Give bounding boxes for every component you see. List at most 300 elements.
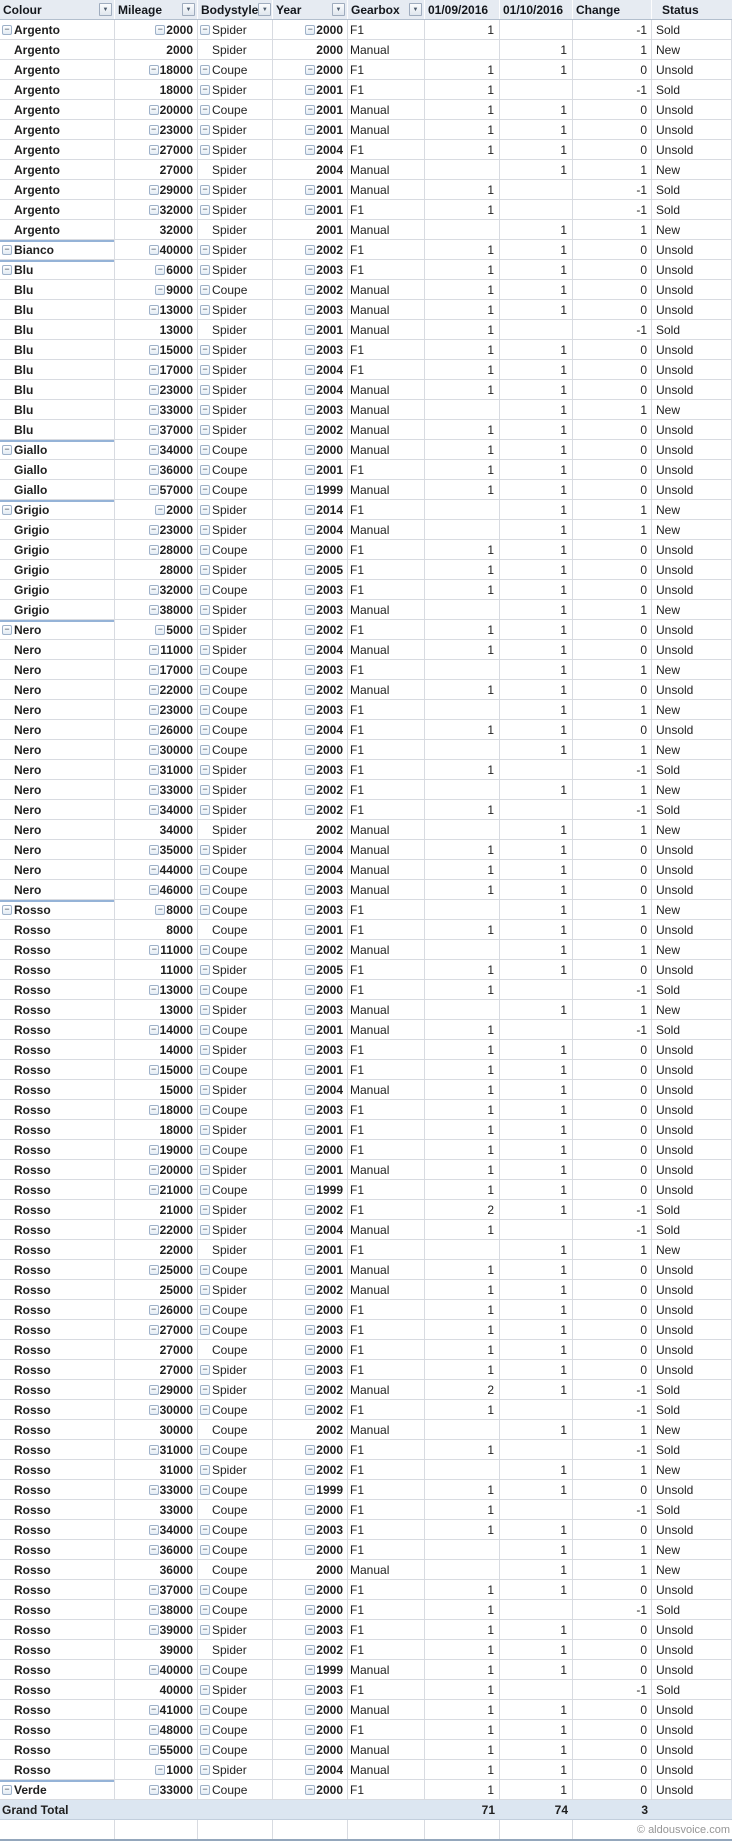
- status-cell[interactable]: Unsold: [652, 1360, 732, 1380]
- mileage-cell[interactable]: [115, 1100, 198, 1120]
- collapse-button[interactable]: −: [155, 905, 165, 915]
- colour-cell[interactable]: [0, 780, 115, 800]
- collapse-button[interactable]: −: [149, 985, 159, 995]
- colour-cell[interactable]: [0, 20, 115, 40]
- count-0109-cell[interactable]: 1: [425, 180, 500, 200]
- gearbox-cell[interactable]: F1: [348, 80, 425, 100]
- collapse-button[interactable]: −: [305, 445, 315, 455]
- count-0110-cell[interactable]: [500, 1440, 573, 1460]
- collapse-button[interactable]: −: [305, 1385, 315, 1395]
- collapse-button[interactable]: −: [149, 1545, 159, 1555]
- colour-cell[interactable]: [0, 720, 115, 740]
- colour-cell[interactable]: [0, 960, 115, 980]
- count-0110-cell[interactable]: 1: [500, 1240, 573, 1260]
- status-cell[interactable]: Unsold: [652, 60, 732, 80]
- change-cell[interactable]: 0: [573, 380, 652, 400]
- year-cell[interactable]: [273, 60, 348, 80]
- count-0110-cell[interactable]: 1: [500, 140, 573, 160]
- collapse-button[interactable]: −: [305, 205, 315, 215]
- colour-cell[interactable]: [0, 1440, 115, 1460]
- count-0109-cell[interactable]: 1: [425, 1260, 500, 1280]
- colour-cell[interactable]: [0, 1220, 115, 1240]
- status-cell[interactable]: New: [652, 500, 732, 520]
- collapse-button[interactable]: −: [155, 25, 165, 35]
- collapse-button[interactable]: −: [200, 885, 210, 895]
- colour-cell[interactable]: [0, 540, 115, 560]
- count-0109-cell[interactable]: 1: [425, 380, 500, 400]
- change-cell[interactable]: 0: [573, 1640, 652, 1660]
- count-0109-cell[interactable]: [425, 40, 500, 60]
- mileage-cell[interactable]: [115, 900, 198, 920]
- gearbox-cell[interactable]: Manual: [348, 840, 425, 860]
- status-cell[interactable]: Unsold: [652, 920, 732, 940]
- year-cell[interactable]: [273, 1280, 348, 1300]
- status-cell[interactable]: Sold: [652, 800, 732, 820]
- collapse-button[interactable]: −: [149, 1665, 159, 1675]
- gearbox-cell[interactable]: Manual: [348, 420, 425, 440]
- mileage-cell[interactable]: [115, 120, 198, 140]
- collapse-button[interactable]: −: [149, 1745, 159, 1755]
- collapse-button[interactable]: −: [305, 1245, 315, 1255]
- collapse-button[interactable]: −: [305, 1265, 315, 1275]
- change-cell[interactable]: 0: [573, 880, 652, 900]
- gearbox-cell[interactable]: F1: [348, 800, 425, 820]
- count-0109-cell[interactable]: 1: [425, 1040, 500, 1060]
- collapse-button[interactable]: −: [200, 685, 210, 695]
- count-0109-cell[interactable]: 1: [425, 880, 500, 900]
- collapse-button[interactable]: −: [200, 1185, 210, 1195]
- colour-cell[interactable]: [0, 520, 115, 540]
- mileage-cell[interactable]: [115, 220, 198, 240]
- collapse-button[interactable]: −: [149, 745, 159, 755]
- status-cell[interactable]: Unsold: [652, 840, 732, 860]
- change-cell[interactable]: 0: [573, 460, 652, 480]
- mileage-cell[interactable]: [115, 400, 198, 420]
- count-0110-cell[interactable]: 1: [500, 120, 573, 140]
- mileage-cell[interactable]: [115, 1200, 198, 1220]
- collapse-button[interactable]: −: [305, 1105, 315, 1115]
- bodystyle-cell[interactable]: [198, 1120, 273, 1140]
- colour-cell[interactable]: [0, 380, 115, 400]
- collapse-button[interactable]: −: [200, 345, 210, 355]
- count-0109-cell[interactable]: 1: [425, 480, 500, 500]
- count-0110-cell[interactable]: 1: [500, 340, 573, 360]
- bodystyle-cell[interactable]: [198, 1240, 273, 1260]
- count-0109-cell[interactable]: 1: [425, 1780, 500, 1800]
- colour-cell[interactable]: [0, 800, 115, 820]
- bodystyle-cell[interactable]: [198, 40, 273, 60]
- status-cell[interactable]: Unsold: [652, 1160, 732, 1180]
- gearbox-cell[interactable]: F1: [348, 580, 425, 600]
- collapse-button[interactable]: −: [200, 1205, 210, 1215]
- collapse-button[interactable]: −: [200, 1045, 210, 1055]
- change-cell[interactable]: 0: [573, 280, 652, 300]
- status-cell[interactable]: New: [652, 1540, 732, 1560]
- change-cell[interactable]: -1: [573, 200, 652, 220]
- colour-cell[interactable]: [0, 1060, 115, 1080]
- gearbox-cell[interactable]: F1: [348, 1640, 425, 1660]
- collapse-button[interactable]: −: [305, 625, 315, 635]
- year-cell[interactable]: [273, 920, 348, 940]
- colour-cell[interactable]: [0, 940, 115, 960]
- gearbox-cell[interactable]: Manual: [348, 640, 425, 660]
- change-cell[interactable]: -1: [573, 1020, 652, 1040]
- mileage-cell[interactable]: [115, 780, 198, 800]
- collapse-button[interactable]: −: [305, 1525, 315, 1535]
- count-0110-cell[interactable]: 1: [500, 1520, 573, 1540]
- mileage-cell[interactable]: [115, 1580, 198, 1600]
- count-0109-cell[interactable]: 2: [425, 1200, 500, 1220]
- count-0110-cell[interactable]: 1: [500, 820, 573, 840]
- mileage-cell[interactable]: [115, 1780, 198, 1800]
- count-0109-cell[interactable]: 1: [425, 1400, 500, 1420]
- status-cell[interactable]: Sold: [652, 200, 732, 220]
- bodystyle-cell[interactable]: [198, 460, 273, 480]
- change-cell[interactable]: 0: [573, 1620, 652, 1640]
- mileage-cell[interactable]: [115, 1300, 198, 1320]
- status-cell[interactable]: Unsold: [652, 560, 732, 580]
- collapse-button[interactable]: −: [2, 445, 12, 455]
- mileage-cell[interactable]: [115, 1720, 198, 1740]
- collapse-button[interactable]: −: [149, 725, 159, 735]
- mileage-cell[interactable]: [115, 520, 198, 540]
- collapse-button[interactable]: −: [305, 1085, 315, 1095]
- count-0109-cell[interactable]: 1: [425, 20, 500, 40]
- filter-dropdown-button[interactable]: ▼: [182, 3, 195, 16]
- mileage-cell[interactable]: [115, 860, 198, 880]
- count-0109-cell[interactable]: 1: [425, 200, 500, 220]
- gearbox-cell[interactable]: Manual: [348, 100, 425, 120]
- count-0109-cell[interactable]: 1: [425, 1140, 500, 1160]
- year-cell[interactable]: [273, 1060, 348, 1080]
- mileage-cell[interactable]: [115, 340, 198, 360]
- status-cell[interactable]: New: [652, 520, 732, 540]
- status-cell[interactable]: New: [652, 900, 732, 920]
- count-0110-cell[interactable]: 1: [500, 1540, 573, 1560]
- change-cell[interactable]: 0: [573, 960, 652, 980]
- collapse-button[interactable]: −: [305, 785, 315, 795]
- collapse-button[interactable]: −: [200, 1445, 210, 1455]
- count-0109-cell[interactable]: 1: [425, 560, 500, 580]
- gearbox-cell[interactable]: F1: [348, 740, 425, 760]
- count-0110-cell[interactable]: [500, 20, 573, 40]
- status-cell[interactable]: Sold: [652, 180, 732, 200]
- bodystyle-cell[interactable]: [198, 860, 273, 880]
- collapse-button[interactable]: −: [2, 265, 12, 275]
- count-0109-cell[interactable]: [425, 1420, 500, 1440]
- change-cell[interactable]: 0: [573, 1320, 652, 1340]
- gearbox-cell[interactable]: Manual: [348, 40, 425, 60]
- gearbox-cell[interactable]: F1: [348, 620, 425, 640]
- gearbox-cell[interactable]: F1: [348, 540, 425, 560]
- change-cell[interactable]: 1: [573, 740, 652, 760]
- collapse-button[interactable]: −: [149, 1525, 159, 1535]
- bodystyle-cell[interactable]: [198, 640, 273, 660]
- status-cell[interactable]: New: [652, 740, 732, 760]
- bodystyle-cell[interactable]: [198, 400, 273, 420]
- gearbox-cell[interactable]: Manual: [348, 1160, 425, 1180]
- collapse-button[interactable]: −: [305, 945, 315, 955]
- colour-cell[interactable]: [0, 280, 115, 300]
- collapse-button[interactable]: −: [305, 965, 315, 975]
- year-cell[interactable]: [273, 360, 348, 380]
- count-0110-cell[interactable]: 1: [500, 260, 573, 280]
- count-0110-cell[interactable]: 1: [500, 720, 573, 740]
- year-cell[interactable]: [273, 80, 348, 100]
- collapse-button[interactable]: −: [149, 545, 159, 555]
- change-cell[interactable]: 0: [573, 360, 652, 380]
- collapse-button[interactable]: −: [200, 965, 210, 975]
- count-0109-cell[interactable]: 1: [425, 1320, 500, 1340]
- year-cell[interactable]: [273, 20, 348, 40]
- count-0110-cell[interactable]: 1: [500, 1420, 573, 1440]
- collapse-button[interactable]: −: [305, 485, 315, 495]
- colour-cell[interactable]: [0, 340, 115, 360]
- bodystyle-cell[interactable]: [198, 1180, 273, 1200]
- mileage-cell[interactable]: [115, 980, 198, 1000]
- collapse-button[interactable]: −: [200, 605, 210, 615]
- status-cell[interactable]: Unsold: [652, 460, 732, 480]
- change-cell[interactable]: 0: [573, 420, 652, 440]
- count-0110-cell[interactable]: 1: [500, 880, 573, 900]
- gearbox-cell[interactable]: Manual: [348, 860, 425, 880]
- collapse-button[interactable]: −: [200, 725, 210, 735]
- count-0109-cell[interactable]: 1: [425, 1100, 500, 1120]
- count-0109-cell[interactable]: 1: [425, 320, 500, 340]
- count-0109-cell[interactable]: 1: [425, 1180, 500, 1200]
- collapse-button[interactable]: −: [305, 1485, 315, 1495]
- count-0110-cell[interactable]: 1: [500, 1140, 573, 1160]
- bodystyle-cell[interactable]: [198, 1520, 273, 1540]
- collapse-button[interactable]: −: [200, 985, 210, 995]
- mileage-cell[interactable]: [115, 1640, 198, 1660]
- gearbox-cell[interactable]: Manual: [348, 1260, 425, 1280]
- bodystyle-cell[interactable]: [198, 120, 273, 140]
- year-cell[interactable]: [273, 1080, 348, 1100]
- change-cell[interactable]: 0: [573, 300, 652, 320]
- colour-cell[interactable]: [0, 1640, 115, 1660]
- change-cell[interactable]: 0: [573, 1700, 652, 1720]
- count-0109-cell[interactable]: [425, 1540, 500, 1560]
- count-0109-cell[interactable]: 1: [425, 1580, 500, 1600]
- gearbox-cell[interactable]: F1: [348, 920, 425, 940]
- count-0109-cell[interactable]: [425, 160, 500, 180]
- collapse-button[interactable]: −: [305, 985, 315, 995]
- collapse-button[interactable]: −: [305, 405, 315, 415]
- count-0110-cell[interactable]: 1: [500, 500, 573, 520]
- bodystyle-cell[interactable]: [198, 140, 273, 160]
- mileage-cell[interactable]: [115, 820, 198, 840]
- colour-cell[interactable]: [0, 60, 115, 80]
- collapse-button[interactable]: −: [149, 605, 159, 615]
- count-0110-cell[interactable]: 1: [500, 640, 573, 660]
- colour-cell[interactable]: [0, 1040, 115, 1060]
- collapse-button[interactable]: −: [149, 1485, 159, 1495]
- collapse-button[interactable]: −: [149, 1605, 159, 1615]
- count-0110-cell[interactable]: 1: [500, 840, 573, 860]
- collapse-button[interactable]: −: [305, 685, 315, 695]
- collapse-button[interactable]: −: [305, 905, 315, 915]
- collapse-button[interactable]: −: [149, 125, 159, 135]
- change-cell[interactable]: 1: [573, 160, 652, 180]
- status-cell[interactable]: Unsold: [652, 1740, 732, 1760]
- bodystyle-cell[interactable]: [198, 1380, 273, 1400]
- year-cell[interactable]: [273, 980, 348, 1000]
- year-cell[interactable]: [273, 1120, 348, 1140]
- bodystyle-cell[interactable]: [198, 180, 273, 200]
- colour-cell[interactable]: [0, 660, 115, 680]
- year-cell[interactable]: [273, 760, 348, 780]
- status-cell[interactable]: Unsold: [652, 300, 732, 320]
- count-0110-cell[interactable]: 1: [500, 520, 573, 540]
- count-0110-cell[interactable]: 1: [500, 740, 573, 760]
- count-0109-cell[interactable]: 1: [425, 120, 500, 140]
- change-cell[interactable]: 0: [573, 440, 652, 460]
- bodystyle-cell[interactable]: [198, 420, 273, 440]
- mileage-cell[interactable]: [115, 1120, 198, 1140]
- count-0110-cell[interactable]: 1: [500, 1300, 573, 1320]
- status-cell[interactable]: New: [652, 1240, 732, 1260]
- collapse-button[interactable]: −: [305, 125, 315, 135]
- status-cell[interactable]: Sold: [652, 1680, 732, 1700]
- collapse-button[interactable]: −: [305, 1065, 315, 1075]
- status-cell[interactable]: New: [652, 1420, 732, 1440]
- count-0110-cell[interactable]: 1: [500, 540, 573, 560]
- change-cell[interactable]: 1: [573, 500, 652, 520]
- colour-cell[interactable]: [0, 360, 115, 380]
- count-0109-cell[interactable]: 1: [425, 1080, 500, 1100]
- change-cell[interactable]: 1: [573, 40, 652, 60]
- bodystyle-cell[interactable]: [198, 1660, 273, 1680]
- count-0110-cell[interactable]: [500, 1220, 573, 1240]
- status-cell[interactable]: Unsold: [652, 1620, 732, 1640]
- bodystyle-cell[interactable]: [198, 80, 273, 100]
- gearbox-cell[interactable]: F1: [348, 1060, 425, 1080]
- status-cell[interactable]: Unsold: [652, 1040, 732, 1060]
- collapse-button[interactable]: −: [200, 765, 210, 775]
- mileage-cell[interactable]: [115, 1140, 198, 1160]
- collapse-button[interactable]: −: [2, 25, 12, 35]
- collapse-button[interactable]: −: [305, 1705, 315, 1715]
- bodystyle-cell[interactable]: [198, 60, 273, 80]
- change-cell[interactable]: 1: [573, 520, 652, 540]
- gearbox-cell[interactable]: Manual: [348, 600, 425, 620]
- collapse-button[interactable]: −: [149, 1625, 159, 1635]
- colour-cell[interactable]: [0, 1180, 115, 1200]
- gearbox-cell[interactable]: F1: [348, 460, 425, 480]
- colour-cell[interactable]: [0, 700, 115, 720]
- count-0110-cell[interactable]: [500, 980, 573, 1000]
- collapse-button[interactable]: −: [200, 25, 210, 35]
- count-0109-cell[interactable]: [425, 820, 500, 840]
- collapse-button[interactable]: −: [200, 545, 210, 555]
- count-0109-cell[interactable]: [425, 520, 500, 540]
- count-0109-cell[interactable]: 1: [425, 620, 500, 640]
- bodystyle-cell[interactable]: [198, 560, 273, 580]
- collapse-button[interactable]: −: [305, 565, 315, 575]
- mileage-cell[interactable]: [115, 1740, 198, 1760]
- mileage-cell[interactable]: [115, 180, 198, 200]
- bodystyle-cell[interactable]: [198, 700, 273, 720]
- year-cell[interactable]: [273, 1100, 348, 1120]
- collapse-button[interactable]: −: [200, 1305, 210, 1315]
- colour-cell[interactable]: [0, 1740, 115, 1760]
- gearbox-cell[interactable]: F1: [348, 1340, 425, 1360]
- collapse-button[interactable]: −: [149, 705, 159, 715]
- year-cell[interactable]: [273, 1480, 348, 1500]
- change-cell[interactable]: 0: [573, 1280, 652, 1300]
- bodystyle-cell[interactable]: [198, 780, 273, 800]
- change-cell[interactable]: 0: [573, 1520, 652, 1540]
- year-cell[interactable]: [273, 560, 348, 580]
- mileage-cell[interactable]: [115, 840, 198, 860]
- year-cell[interactable]: [273, 1200, 348, 1220]
- bodystyle-cell[interactable]: [198, 1540, 273, 1560]
- collapse-button[interactable]: −: [305, 1725, 315, 1735]
- colour-cell[interactable]: [0, 1580, 115, 1600]
- count-0110-cell[interactable]: 1: [500, 380, 573, 400]
- colour-cell[interactable]: [0, 420, 115, 440]
- collapse-button[interactable]: −: [200, 1605, 210, 1615]
- collapse-button[interactable]: −: [149, 1725, 159, 1735]
- bodystyle-cell[interactable]: [198, 380, 273, 400]
- count-0110-cell[interactable]: 1: [500, 400, 573, 420]
- collapse-button[interactable]: −: [149, 1385, 159, 1395]
- mileage-cell[interactable]: [115, 260, 198, 280]
- colour-cell[interactable]: [0, 640, 115, 660]
- change-cell[interactable]: 0: [573, 260, 652, 280]
- change-cell[interactable]: 1: [573, 660, 652, 680]
- collapse-button[interactable]: −: [305, 305, 315, 315]
- change-cell[interactable]: 0: [573, 1160, 652, 1180]
- bodystyle-cell[interactable]: [198, 820, 273, 840]
- gearbox-cell[interactable]: Manual: [348, 1560, 425, 1580]
- status-cell[interactable]: Unsold: [652, 1520, 732, 1540]
- collapse-button[interactable]: −: [2, 505, 12, 515]
- count-0109-cell[interactable]: 1: [425, 240, 500, 260]
- year-cell[interactable]: [273, 260, 348, 280]
- count-0109-cell[interactable]: 1: [425, 1700, 500, 1720]
- status-cell[interactable]: New: [652, 160, 732, 180]
- count-0109-cell[interactable]: 1: [425, 460, 500, 480]
- status-cell[interactable]: Unsold: [652, 1060, 732, 1080]
- status-cell[interactable]: Unsold: [652, 120, 732, 140]
- mileage-cell[interactable]: [115, 640, 198, 660]
- count-0109-cell[interactable]: 1: [425, 1440, 500, 1460]
- mileage-cell[interactable]: [115, 1700, 198, 1720]
- count-0109-cell[interactable]: 1: [425, 1280, 500, 1300]
- colour-cell[interactable]: [0, 80, 115, 100]
- status-cell[interactable]: Unsold: [652, 1320, 732, 1340]
- colour-cell[interactable]: [0, 920, 115, 940]
- mileage-cell[interactable]: [115, 300, 198, 320]
- change-cell[interactable]: 0: [573, 1720, 652, 1740]
- count-0110-cell[interactable]: 1: [500, 460, 573, 480]
- count-0109-cell[interactable]: 1: [425, 280, 500, 300]
- status-cell[interactable]: Unsold: [652, 1780, 732, 1800]
- collapse-button[interactable]: −: [149, 1025, 159, 1035]
- status-cell[interactable]: Unsold: [652, 240, 732, 260]
- count-0109-cell[interactable]: [425, 1560, 500, 1580]
- colour-cell[interactable]: [0, 1780, 115, 1800]
- count-0109-cell[interactable]: 1: [425, 1220, 500, 1240]
- status-cell[interactable]: Unsold: [652, 960, 732, 980]
- year-cell[interactable]: [273, 1040, 348, 1060]
- bodystyle-cell[interactable]: [198, 1200, 273, 1220]
- year-cell[interactable]: [273, 660, 348, 680]
- count-0110-cell[interactable]: 1: [500, 560, 573, 580]
- status-cell[interactable]: Unsold: [652, 1280, 732, 1300]
